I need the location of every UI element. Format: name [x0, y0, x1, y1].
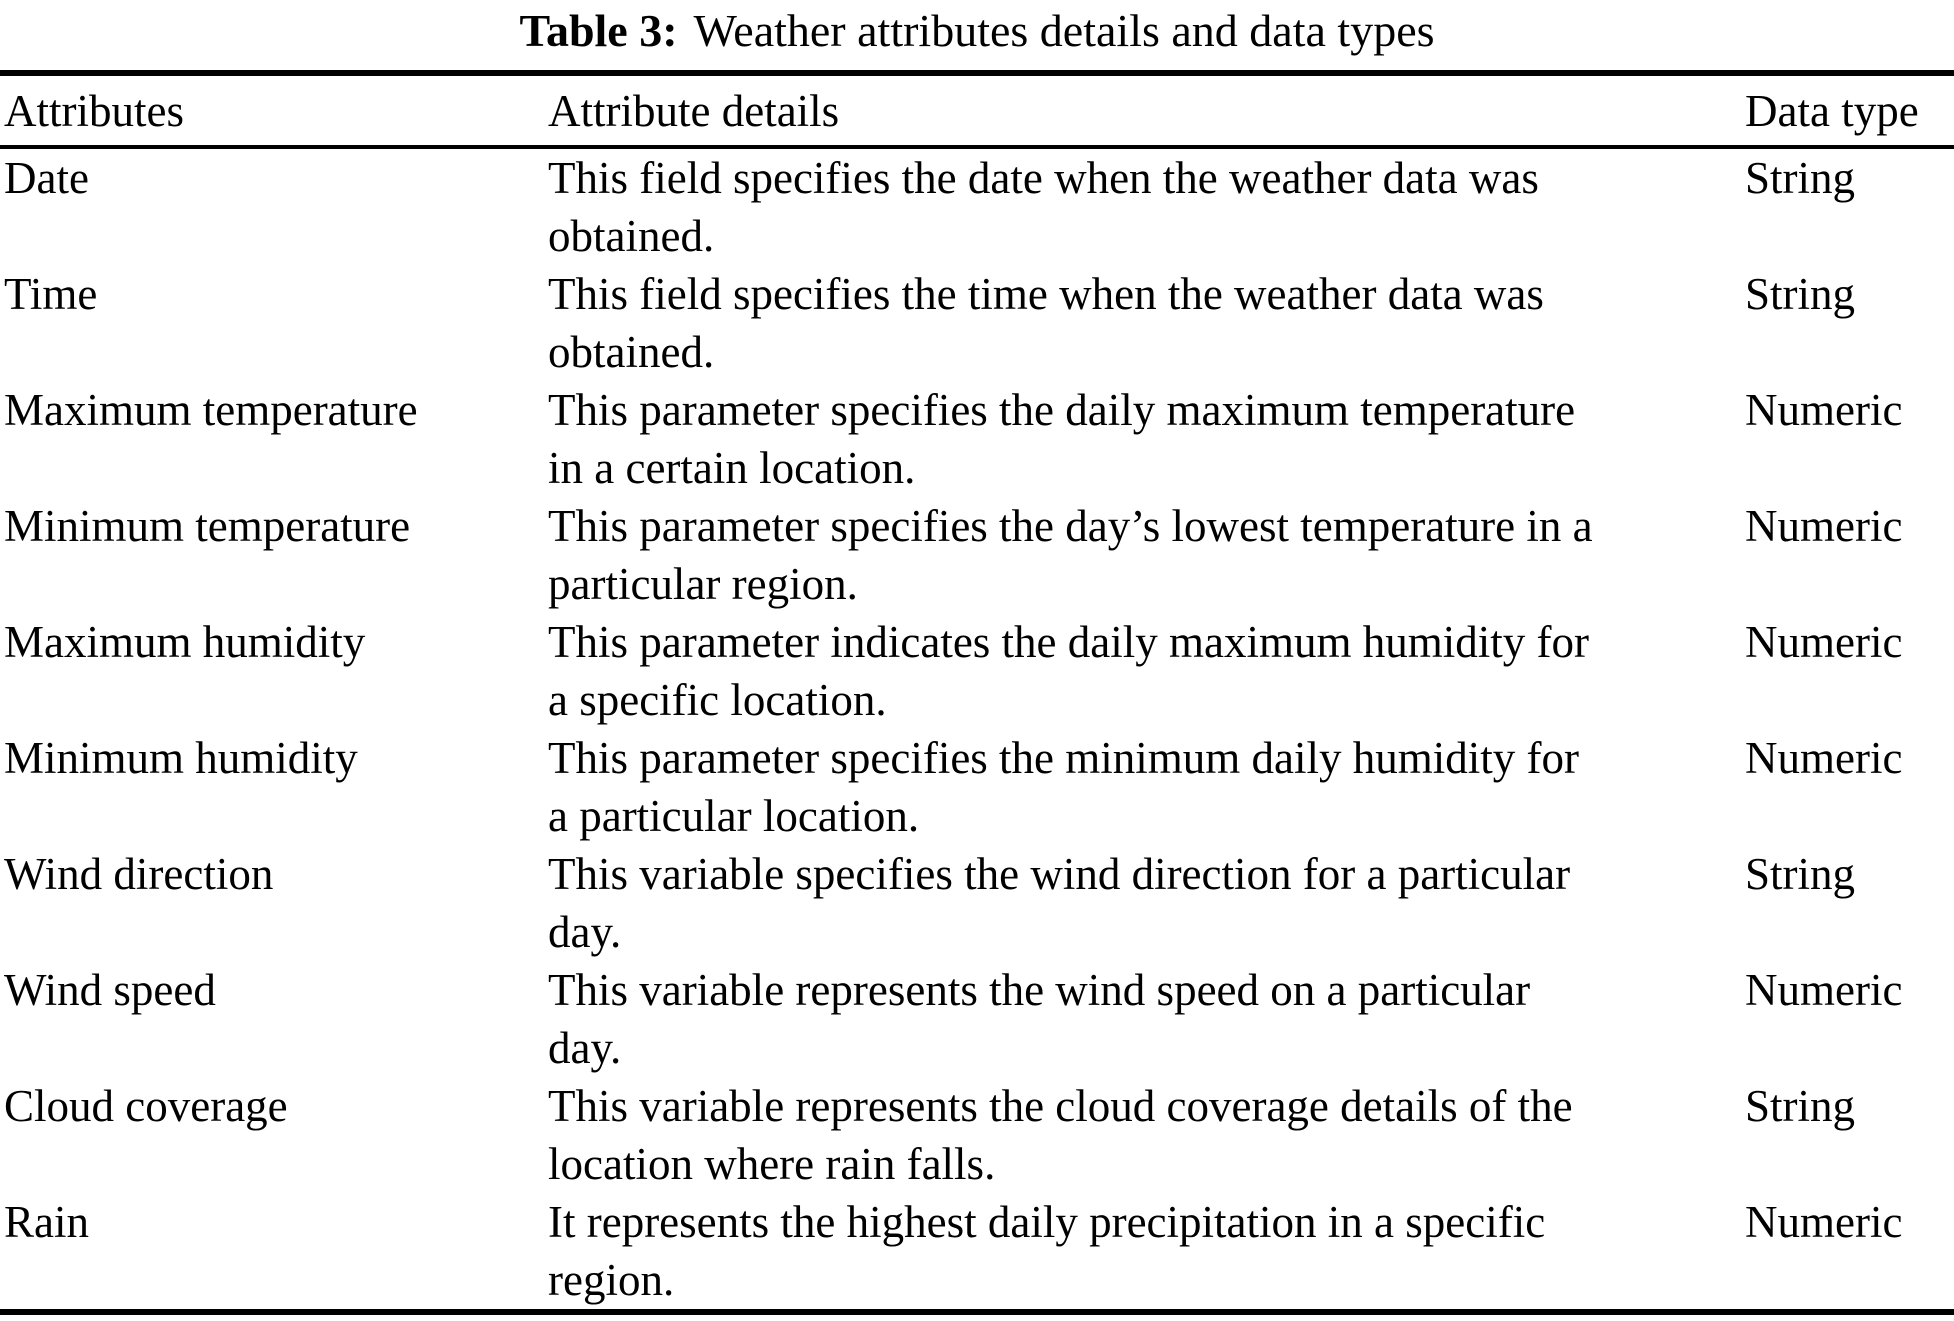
attribute-detail — [548, 381, 1745, 497]
attribute-detail-line1: This parameter specifies the daily maximum temperature — [548, 385, 1576, 435]
attribute-name: Cloud coverage — [4, 1081, 288, 1131]
attribute-detail — [548, 961, 1745, 1077]
data-type: String — [1745, 269, 1856, 319]
table-row — [0, 381, 1954, 497]
attribute-name: Wind direction — [4, 849, 274, 899]
table-row — [0, 845, 1954, 961]
table-row — [0, 613, 1954, 729]
attribute-detail-line1: This parameter specifies the day’s lowest temperature in a — [548, 501, 1593, 551]
data-type: Numeric — [1745, 617, 1903, 667]
attribute-detail — [548, 845, 1745, 961]
attribute-detail-line2: obtained. — [548, 211, 715, 261]
attribute-detail-line1: This field specifies the time when the weather data was — [548, 269, 1544, 319]
weather-attributes-table — [0, 70, 1954, 1315]
attribute-name: Rain — [4, 1197, 89, 1247]
attribute-name: Wind speed — [4, 965, 216, 1015]
attribute-detail-line2: in a certain location. — [548, 443, 916, 493]
col-header-details: Attribute details — [548, 85, 840, 136]
attribute-name: Maximum humidity — [4, 617, 366, 667]
attribute-name: Maximum temperature — [4, 385, 418, 435]
attribute-detail-line2: day. — [548, 1023, 622, 1073]
attribute-detail-line1: This variable represents the cloud coverage details of the — [548, 1081, 1573, 1131]
table-row — [0, 961, 1954, 1077]
attribute-detail-line1: This parameter specifies the minimum daily humidity for — [548, 733, 1580, 783]
table-row — [0, 1077, 1954, 1193]
data-type: Numeric — [1745, 965, 1903, 1015]
attribute-detail-line2: day. — [548, 907, 622, 957]
data-type: String — [1745, 849, 1856, 899]
attribute-detail-line2: a particular location. — [548, 791, 920, 841]
data-type: Numeric — [1745, 501, 1903, 551]
data-type: Numeric — [1745, 733, 1903, 783]
table-header-row — [0, 76, 1954, 149]
attribute-name: Time — [4, 269, 98, 319]
attribute-detail — [548, 1077, 1745, 1193]
attribute-detail-line1: This field specifies the date when the weather data was — [548, 153, 1539, 203]
data-type: Numeric — [1745, 1197, 1903, 1247]
col-header-datatype: Data type — [1745, 85, 1919, 136]
data-type: String — [1745, 153, 1856, 203]
attribute-detail — [548, 1193, 1745, 1309]
attribute-detail-line2: region. — [548, 1255, 675, 1305]
col-header-attributes: Attributes — [4, 85, 184, 136]
attribute-detail — [548, 265, 1745, 381]
attribute-name: Minimum humidity — [4, 733, 358, 783]
attribute-detail — [548, 729, 1745, 845]
table-caption-text: Weather attributes details and data types — [693, 5, 1435, 56]
table-row — [0, 149, 1954, 265]
attribute-detail — [548, 497, 1745, 613]
attribute-detail-line2: particular region. — [548, 559, 858, 609]
table-caption-label: Table 3: — [519, 5, 678, 56]
attribute-detail-line1: This variable represents the wind speed on a particular — [548, 965, 1531, 1015]
attribute-name: Minimum temperature — [4, 501, 411, 551]
attribute-detail-line2: location where rain falls. — [548, 1139, 996, 1189]
attribute-detail-line1: It represents the highest daily precipitation in a specific — [548, 1197, 1546, 1247]
attribute-detail-line2: obtained. — [548, 327, 715, 377]
attribute-detail — [548, 149, 1745, 265]
table-row — [0, 1193, 1954, 1309]
attribute-name: Date — [4, 153, 89, 203]
data-type: Numeric — [1745, 385, 1903, 435]
attribute-detail-line1: This parameter indicates the daily maximum humidity for — [548, 617, 1589, 667]
table-row — [0, 265, 1954, 381]
table-caption — [0, 0, 1954, 70]
attribute-detail — [548, 613, 1745, 729]
attribute-detail-line1: This variable specifies the wind direction for a particular — [548, 849, 1571, 899]
attribute-detail-line2: a specific location. — [548, 675, 887, 725]
table-row — [0, 729, 1954, 845]
table-row — [0, 497, 1954, 613]
data-type: String — [1745, 1081, 1856, 1131]
